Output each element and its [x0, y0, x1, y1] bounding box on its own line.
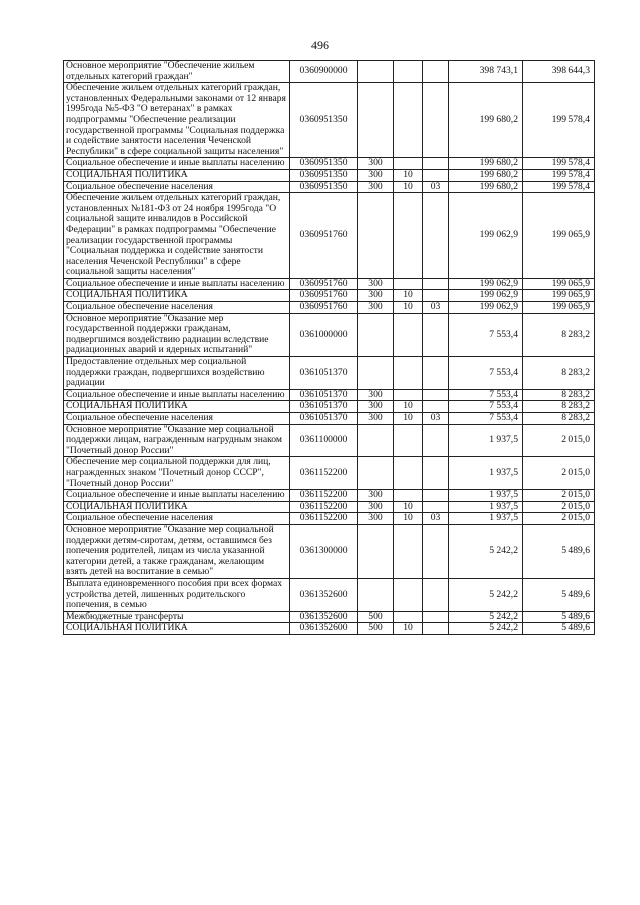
row-expense-type-cell: [358, 578, 394, 611]
row-amount-year2-cell: 8 283,2: [523, 401, 595, 413]
row-expense-type-cell: [358, 61, 394, 83]
row-expense-type-cell: 500: [358, 611, 394, 623]
row-code-cell: 0361051370: [290, 389, 358, 401]
page-number: 496: [311, 38, 329, 52]
row-name-cell: Социальное обеспечение и иные выплаты населению: [64, 490, 290, 502]
row-subsection-cell: [423, 278, 449, 290]
row-amount-year2-cell: 5 489,6: [523, 623, 595, 635]
table-row: [64, 357, 595, 390]
row-amount-year1-cell: 199 062,9: [449, 278, 523, 290]
row-amount-year2-cell: 2 015,0: [523, 501, 595, 513]
table-row: [64, 513, 595, 525]
row-name-cell: Социальное обеспечение и иные выплаты населению: [64, 278, 290, 290]
row-amount-year1-cell: 199 680,2: [449, 169, 523, 181]
row-subsection-cell: [423, 401, 449, 413]
row-expense-type-cell: 300: [358, 290, 394, 302]
row-expense-type-cell: [358, 313, 394, 356]
row-code-cell: 0361152200: [290, 501, 358, 513]
row-section-cell: 10: [394, 169, 423, 181]
row-expense-type-cell: [358, 457, 394, 490]
row-amount-year2-cell: 398 644,3: [523, 61, 595, 83]
row-name-cell: Выплата единовременного пособия при всех формах устройства детей, лишенных родительского попечения, в семью: [64, 578, 290, 611]
row-subsection-cell: 03: [423, 513, 449, 525]
row-code-cell: 0360951350: [290, 169, 358, 181]
row-amount-year2-cell: 5 489,6: [523, 611, 595, 623]
row-amount-year1-cell: 199 062,9: [449, 302, 523, 314]
row-expense-type-cell: 300: [358, 158, 394, 170]
row-section-cell: [394, 193, 423, 279]
row-name-cell: Обеспечение мер социальной поддержки для лиц, награжденных знаком "Почетный донор СССР", "Почетный донор России": [64, 457, 290, 490]
row-expense-type-cell: 300: [358, 513, 394, 525]
row-expense-type-cell: [358, 193, 394, 279]
row-subsection-cell: [423, 490, 449, 502]
row-section-cell: [394, 61, 423, 83]
row-code-cell: 0360951350: [290, 83, 358, 158]
row-amount-year1-cell: 7 553,4: [449, 401, 523, 413]
table-row: [64, 290, 595, 302]
row-name-cell: Социальное обеспечение населения: [64, 413, 290, 425]
row-expense-type-cell: 300: [358, 278, 394, 290]
row-subsection-cell: [423, 290, 449, 302]
budget-table-body: [64, 61, 595, 635]
row-amount-year2-cell: 2 015,0: [523, 490, 595, 502]
row-section-cell: 10: [394, 623, 423, 635]
row-section-cell: 10: [394, 513, 423, 525]
row-amount-year1-cell: 1 937,5: [449, 490, 523, 502]
row-name-cell: Основное мероприятие "Оказание мер социальной поддержки лицам, награжденным нагрудным знаком "Почетный донор России": [64, 424, 290, 457]
row-amount-year2-cell: 8 283,2: [523, 389, 595, 401]
row-amount-year1-cell: 5 242,2: [449, 524, 523, 578]
table-row: [64, 611, 595, 623]
row-section-cell: [394, 313, 423, 356]
row-subsection-cell: [423, 424, 449, 457]
row-amount-year1-cell: 199 680,2: [449, 83, 523, 158]
row-amount-year2-cell: 199 065,9: [523, 193, 595, 279]
row-code-cell: 0360951760: [290, 278, 358, 290]
row-code-cell: 0360951350: [290, 181, 358, 193]
row-name-cell: Основное мероприятие "Оказание мер государственной поддержки гражданам, подвергшимся воздействию радиации вследствие радиационных аварий и ядерных испытаний": [64, 313, 290, 356]
row-section-cell: 10: [394, 302, 423, 314]
row-amount-year1-cell: 7 553,4: [449, 389, 523, 401]
row-code-cell: 0361152200: [290, 457, 358, 490]
row-section-cell: [394, 158, 423, 170]
table-row: [64, 524, 595, 578]
row-subsection-cell: [423, 357, 449, 390]
row-code-cell: 0361300000: [290, 524, 358, 578]
table-row: [64, 490, 595, 502]
row-amount-year1-cell: 1 937,5: [449, 457, 523, 490]
row-name-cell: Социальное обеспечение и иные выплаты населению: [64, 158, 290, 170]
row-section-cell: [394, 357, 423, 390]
row-code-cell: 0361352600: [290, 578, 358, 611]
row-amount-year1-cell: 1 937,5: [449, 501, 523, 513]
row-expense-type-cell: 300: [358, 169, 394, 181]
row-amount-year1-cell: 1 937,5: [449, 424, 523, 457]
row-section-cell: [394, 457, 423, 490]
row-subsection-cell: [423, 83, 449, 158]
row-amount-year2-cell: 199 065,9: [523, 278, 595, 290]
row-amount-year1-cell: 7 553,4: [449, 413, 523, 425]
row-subsection-cell: [423, 457, 449, 490]
row-amount-year2-cell: 8 283,2: [523, 313, 595, 356]
row-amount-year1-cell: 398 743,1: [449, 61, 523, 83]
row-subsection-cell: [423, 313, 449, 356]
row-expense-type-cell: 300: [358, 302, 394, 314]
table-row: [64, 169, 595, 181]
table-row: [64, 158, 595, 170]
row-amount-year2-cell: 5 489,6: [523, 524, 595, 578]
row-subsection-cell: [423, 193, 449, 279]
row-amount-year2-cell: 8 283,2: [523, 357, 595, 390]
row-code-cell: 0360951760: [290, 302, 358, 314]
row-section-cell: 10: [394, 413, 423, 425]
row-name-cell: Предоставление отдельных мер социальной поддержки граждан, подвергшихся воздействию радиации: [64, 357, 290, 390]
row-subsection-cell: [423, 524, 449, 578]
row-section-cell: [394, 278, 423, 290]
row-subsection-cell: [423, 389, 449, 401]
table-row: [64, 193, 595, 279]
row-name-cell: СОЦИАЛЬНАЯ ПОЛИТИКА: [64, 401, 290, 413]
row-expense-type-cell: 300: [358, 413, 394, 425]
row-section-cell: [394, 490, 423, 502]
row-section-cell: [394, 424, 423, 457]
table-row: [64, 181, 595, 193]
row-amount-year2-cell: 199 578,4: [523, 169, 595, 181]
row-subsection-cell: [423, 623, 449, 635]
row-name-cell: Межбюджетные трансферты: [64, 611, 290, 623]
row-expense-type-cell: 300: [358, 490, 394, 502]
table-row: [64, 83, 595, 158]
row-amount-year1-cell: 5 242,2: [449, 623, 523, 635]
row-subsection-cell: [423, 578, 449, 611]
table-row: [64, 578, 595, 611]
row-code-cell: 0361152200: [290, 490, 358, 502]
table-row: [64, 61, 595, 83]
row-amount-year1-cell: 5 242,2: [449, 611, 523, 623]
row-amount-year1-cell: 5 242,2: [449, 578, 523, 611]
row-code-cell: 0361152200: [290, 513, 358, 525]
row-amount-year1-cell: 199 680,2: [449, 158, 523, 170]
row-code-cell: 0360951760: [290, 193, 358, 279]
row-expense-type-cell: [358, 424, 394, 457]
row-subsection-cell: [423, 158, 449, 170]
row-amount-year1-cell: 1 937,5: [449, 513, 523, 525]
table-row: [64, 623, 595, 635]
row-amount-year2-cell: 199 578,4: [523, 158, 595, 170]
row-amount-year2-cell: 2 015,0: [523, 424, 595, 457]
table-row: [64, 313, 595, 356]
row-amount-year2-cell: 199 578,4: [523, 181, 595, 193]
row-name-cell: СОЦИАЛЬНАЯ ПОЛИТИКА: [64, 501, 290, 513]
table-row: [64, 424, 595, 457]
row-code-cell: 0361051370: [290, 401, 358, 413]
table-row: [64, 457, 595, 490]
table-row: [64, 389, 595, 401]
row-name-cell: СОЦИАЛЬНАЯ ПОЛИТИКА: [64, 290, 290, 302]
row-subsection-cell: [423, 169, 449, 181]
row-section-cell: [394, 389, 423, 401]
row-name-cell: Основное мероприятие "Обеспечение жильем отдельных категорий граждан": [64, 61, 290, 83]
row-code-cell: 0361051370: [290, 413, 358, 425]
row-subsection-cell: [423, 501, 449, 513]
row-name-cell: Социальное обеспечение и иные выплаты населению: [64, 389, 290, 401]
row-amount-year2-cell: 8 283,2: [523, 413, 595, 425]
row-name-cell: Основное мероприятие "Оказание мер социальной поддержки детям-сиротам, детям, оставшимся без попечения родителей, лицам из числа указанной категории детей, а также гражданам, желающим взять детей на воспитание в семью": [64, 524, 290, 578]
row-code-cell: 0360900000: [290, 61, 358, 83]
row-code-cell: 0361100000: [290, 424, 358, 457]
row-amount-year2-cell: 199 065,9: [523, 302, 595, 314]
row-code-cell: 0360951350: [290, 158, 358, 170]
row-section-cell: 10: [394, 181, 423, 193]
row-amount-year1-cell: 199 062,9: [449, 290, 523, 302]
row-expense-type-cell: [358, 357, 394, 390]
row-name-cell: СОЦИАЛЬНАЯ ПОЛИТИКА: [64, 623, 290, 635]
row-name-cell: Социальное обеспечение населения: [64, 513, 290, 525]
row-expense-type-cell: 300: [358, 389, 394, 401]
row-expense-type-cell: 300: [358, 401, 394, 413]
row-expense-type-cell: [358, 524, 394, 578]
row-section-cell: 10: [394, 290, 423, 302]
budget-table: [63, 60, 595, 635]
row-section-cell: [394, 83, 423, 158]
row-amount-year1-cell: 7 553,4: [449, 313, 523, 356]
row-amount-year2-cell: 5 489,6: [523, 578, 595, 611]
row-amount-year2-cell: 2 015,0: [523, 457, 595, 490]
table-row: [64, 501, 595, 513]
row-code-cell: 0361352600: [290, 623, 358, 635]
row-section-cell: 10: [394, 501, 423, 513]
row-amount-year1-cell: 199 062,9: [449, 193, 523, 279]
row-expense-type-cell: 300: [358, 501, 394, 513]
row-code-cell: 0361352600: [290, 611, 358, 623]
row-section-cell: [394, 524, 423, 578]
row-section-cell: [394, 578, 423, 611]
row-code-cell: 0360951760: [290, 290, 358, 302]
row-amount-year2-cell: 2 015,0: [523, 513, 595, 525]
row-name-cell: СОЦИАЛЬНАЯ ПОЛИТИКА: [64, 169, 290, 181]
row-name-cell: Обеспечение жильем отдельных категорий граждан, установленных Федеральными законами от 12 января 1995года №5-ФЗ "О ветеранах" в рамках подпрограммы "Обеспечение реализации государственной программы "Социальная поддержка и содействие занятости населения Чеченской Республики" в сфере социальной защиты населения": [64, 83, 290, 158]
row-subsection-cell: 03: [423, 413, 449, 425]
row-subsection-cell: 03: [423, 302, 449, 314]
row-code-cell: 0361000000: [290, 313, 358, 356]
row-name-cell: Обеспечение жильем отдельных категорий граждан, установленных №181-ФЗ от 24 ноября 1995года "О социальной защите инвалидов в Российской Федерации" в рамках подпрограммы "Обеспечение реализации государственной программы "Социальная поддержка и содействие занятости населения Чеченской Республики" в сфере социальной защиты населения": [64, 193, 290, 279]
row-subsection-cell: 03: [423, 181, 449, 193]
row-subsection-cell: [423, 611, 449, 623]
row-section-cell: [394, 611, 423, 623]
row-expense-type-cell: [358, 83, 394, 158]
row-code-cell: 0361051370: [290, 357, 358, 390]
table-row: [64, 413, 595, 425]
row-name-cell: Социальное обеспечение населения: [64, 181, 290, 193]
row-amount-year2-cell: 199 578,4: [523, 83, 595, 158]
table-row: [64, 401, 595, 413]
row-subsection-cell: [423, 61, 449, 83]
row-amount-year1-cell: 199 680,2: [449, 181, 523, 193]
table-row: [64, 278, 595, 290]
row-amount-year2-cell: 199 065,9: [523, 290, 595, 302]
row-expense-type-cell: 500: [358, 623, 394, 635]
row-section-cell: 10: [394, 401, 423, 413]
row-name-cell: Социальное обеспечение населения: [64, 302, 290, 314]
row-expense-type-cell: 300: [358, 181, 394, 193]
row-amount-year1-cell: 7 553,4: [449, 357, 523, 390]
table-row: [64, 302, 595, 314]
